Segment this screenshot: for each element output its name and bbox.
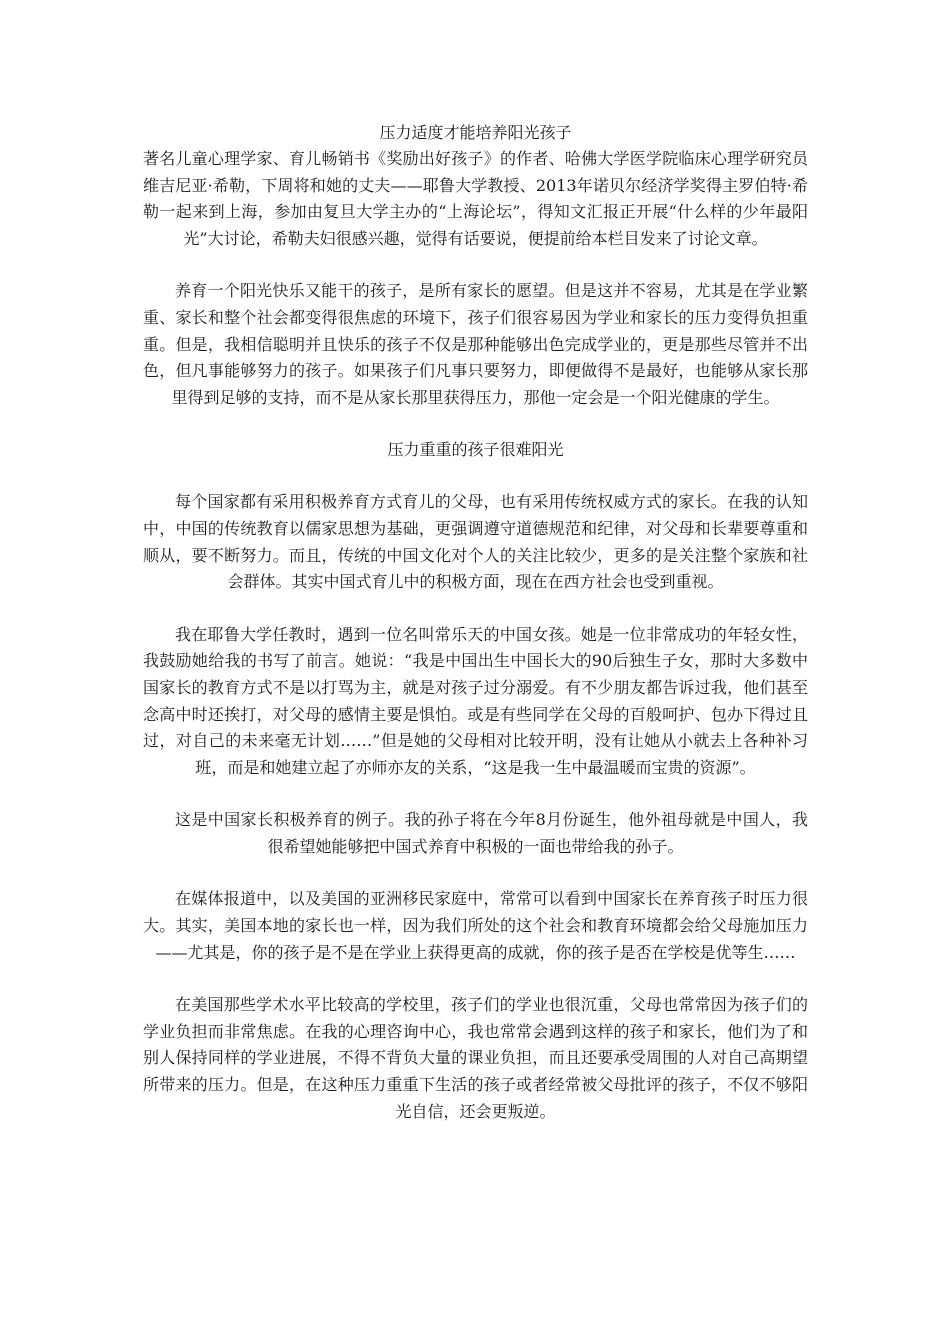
- paragraph-spacer: [143, 966, 808, 992]
- document-title: 压力适度才能培养阳光孩子: [379, 123, 572, 142]
- paragraph-spacer: [143, 596, 808, 622]
- paragraph-spacer: [143, 781, 808, 807]
- body-paragraph: 在媒体报道中，以及美国的亚洲移民家庭中，常常可以看到中国家长在养育孩子时压力很大。其实，美国本地的家长也一样，因为我们所处的这个社会和教育环境都会给父母施加压力——尤其是，你的孩子是不是在学业上获得更高的成就，你的孩子是否在学校是优等生……: [143, 889, 808, 962]
- body-paragraph: 每个国家都有采用积极养育方式育儿的父母，也有采用传统权威方式的家长。在我的认知中，中国的传统教育以儒家思想为基础，更强调遵守道德规范和纪律，对父母和长辈要尊重和顺从，要不断努力。而且，传统的中国文化对个人的关注比较少，更多的是关注整个家族和社会群体。其实中国式育儿中的积极方面，现在在西方社会也受到重视。: [143, 492, 808, 592]
- paragraph-spacer: [143, 463, 808, 489]
- document-page: [143, 120, 808, 1125]
- body-paragraph: 养育一个阳光快乐又能干的孩子，是所有家长的愿望。但是这并不容易，尤其是在学业繁重、家长和整个社会都变得很焦虑的环境下，孩子们很容易因为学业和家长的压力变得负担重重。但是，我相信聪明并且快乐的孩子不仅是那种能够出色完成学业的，更是那些尽管并不出色，但凡事能够努力的孩子。如果孩子们凡事只要努力，即便做得不是最好，也能够从家长那里得到足够的支持，而不是从家长那里获得压力，那他一定会是一个阳光健康的学生。: [143, 281, 808, 407]
- body-paragraph: 我在耶鲁大学任教时，遇到一位名叫常乐天的中国女孩。她是一位非常成功的年轻女性，我鼓励她给我的书写了前言。她说：“我是中国出生中国长大的90后独生子女，那时大多数中国家长的教育方式不是以打骂为主，就是对孩子过分溺爱。有不少朋友都告诉过我，他们甚至念高中时还挨打，对父母的感情主要是惧怕。或是有些同学在父母的百般呵护、包办下得过且过，对自己的未来毫无计划……”但是她的父母相对比较开明，没有让她从小就去上各种补习班，而是和她建立起了亦师亦友的关系，“这是我一生中最温暖而宝贵的资源”。: [143, 624, 808, 777]
- body-paragraph: 在美国那些学术水平比较高的学校里，孩子们的学业也很沉重，父母也常常因为孩子们的学业负担而非常焦虑。在我的心理咨询中心，我也常常会遇到这样的孩子和家长，他们为了和别人保持同样的学业进展，不得不背负大量的课业负担，而且还要承受周围的人对自己高期望所带来的压力。但是，在这种压力重重下生活的孩子或者经常被父母批评的孩子，不仅不够阳光自信，还会更叛逆。: [143, 995, 808, 1121]
- paragraph-spacer: [143, 411, 808, 437]
- paragraph-spacer: [143, 252, 808, 278]
- body-paragraph: 这是中国家长积极养育的例子。我的孙子将在今年8月份诞生，他外祖母就是中国人，我很希望她能够把中国式养育中积极的一面也带给我的孙子。: [175, 810, 808, 856]
- intro-paragraph: 著名儿童心理学家、育儿畅销书《奖励出好孩子》的作者、哈佛大学医学院临床心理学研究员维吉尼亚·希勒，下周将和她的丈夫——耶鲁大学教授、2013年诺贝尔经济学奖得主罗伯特·希勒一起来到上海，参加由复旦大学主办的“上海论坛”，得知文汇报正开展“什么样的少年最阳光”大讨论，希勒夫妇很感兴趣，觉得有话要说，便提前给本栏目发来了讨论文章。: [143, 149, 808, 248]
- paragraph-spacer: [143, 860, 808, 886]
- section-heading: 压力重重的孩子很难阳光: [387, 440, 564, 460]
